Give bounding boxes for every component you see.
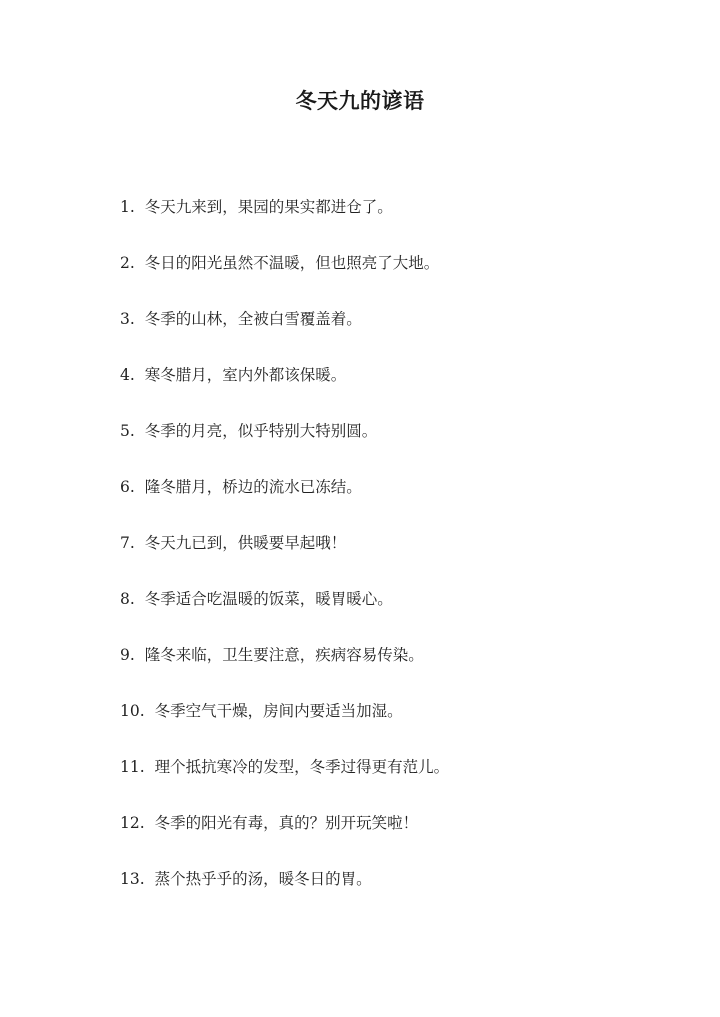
item-text: 冬天九来到，果园的果实都进仓了。 xyxy=(144,198,393,216)
item-text: 蒸个热乎乎的汤，暖冬日的胃。 xyxy=(154,870,372,888)
item-text: 冬季适合吃温暖的饭菜，暖胃暖心。 xyxy=(144,590,393,608)
item-number: 10. xyxy=(120,702,145,720)
list-item xyxy=(120,809,680,865)
item-number: 5. xyxy=(120,422,135,440)
item-number: 12. xyxy=(120,814,145,832)
list-item xyxy=(120,361,680,417)
document-title: 冬天九的谚语 xyxy=(295,88,425,113)
item-number: 1. xyxy=(120,198,135,216)
item-text: 冬季的月亮，似乎特别大特别圆。 xyxy=(144,422,378,440)
item-number: 2. xyxy=(120,254,135,272)
item-number: 13. xyxy=(120,870,145,888)
item-number: 11. xyxy=(120,758,145,776)
item-text: 理个抵抗寒冷的发型，冬季过得更有范儿。 xyxy=(154,758,450,776)
list-item xyxy=(120,305,680,361)
item-text: 寒冬腊月，室内外都该保暖。 xyxy=(144,366,347,384)
list-item xyxy=(120,697,680,753)
item-text: 冬天九已到，供暖要早起哦！ xyxy=(144,534,347,552)
item-number: 3. xyxy=(120,310,135,328)
list-item xyxy=(120,249,680,305)
list-item xyxy=(120,417,680,473)
item-text: 隆冬腊月，桥边的流水已冻结。 xyxy=(144,478,362,496)
item-text: 冬季空气干燥，房间内要适当加湿。 xyxy=(154,702,403,720)
item-text: 冬日的阳光虽然不温暖，但也照亮了大地。 xyxy=(144,254,440,272)
list-item xyxy=(120,529,680,585)
item-number: 8. xyxy=(120,590,135,608)
item-number: 6. xyxy=(120,478,135,496)
list-item xyxy=(120,193,680,249)
list-item xyxy=(120,641,680,697)
proverb-list xyxy=(120,193,680,921)
list-item xyxy=(120,865,680,921)
list-item xyxy=(120,585,680,641)
item-number: 7. xyxy=(120,534,135,552)
list-item xyxy=(120,753,680,809)
item-text: 隆冬来临，卫生要注意，疾病容易传染。 xyxy=(144,646,424,664)
item-number: 4. xyxy=(120,366,135,384)
item-number: 9. xyxy=(120,646,135,664)
item-text: 冬季的阳光有毒，真的？别开玩笑啦！ xyxy=(154,814,419,832)
list-item xyxy=(120,473,680,529)
item-text: 冬季的山林，全被白雪覆盖着。 xyxy=(144,310,362,328)
